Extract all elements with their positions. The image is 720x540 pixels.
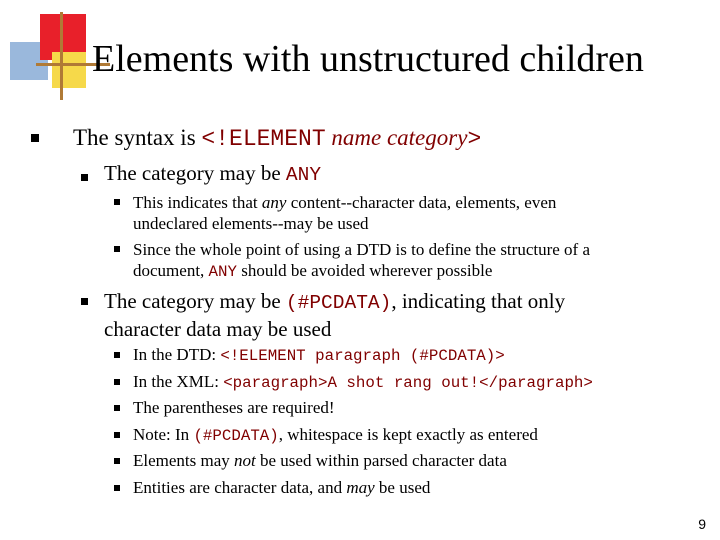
page-number: 9 xyxy=(698,516,706,532)
dtd-example: In the DTD: <!ELEMENT paragraph (#PCDATA)> xyxy=(133,345,505,365)
any-description: This indicates that any content--character data, elements, even undeclared elements--may be used xyxy=(133,193,557,233)
slide-title: Elements with unstructured children xyxy=(92,38,644,80)
logo-yellow-square xyxy=(52,52,86,88)
category-any-line: The category may be ANY xyxy=(104,161,322,186)
bullet-square xyxy=(114,485,120,491)
logo-vertical-line xyxy=(60,12,63,100)
bullet-square xyxy=(81,298,88,305)
bullet-square xyxy=(114,458,120,464)
xml-example: In the XML: <paragraph>A shot rang out!</paragraph> xyxy=(133,372,593,392)
whitespace-note: Note: In (#PCDATA), whitespace is kept exactly as entered xyxy=(133,425,538,445)
bullet-square xyxy=(31,134,39,142)
category-pcdata-line: The category may be (#PCDATA), indicating that only character data may be used xyxy=(104,289,566,341)
entities-note: Entities are character data, and may be used xyxy=(133,478,431,497)
bullet-square xyxy=(114,246,120,252)
bullet-square xyxy=(114,405,120,411)
any-avoid-note: Since the whole point of using a DTD is to define the structure of a document, ANY should be avoided wherever possible xyxy=(133,240,590,281)
bullet-square xyxy=(114,199,120,205)
bullet-square xyxy=(81,174,88,181)
elements-note: Elements may not be used within parsed character data xyxy=(133,451,507,470)
parentheses-note: The parentheses are required! xyxy=(133,398,335,417)
bullet-square xyxy=(114,379,120,385)
bullet-square xyxy=(114,432,120,438)
bullet-square xyxy=(114,352,120,358)
syntax-line: The syntax is <!ELEMENT name category> xyxy=(73,125,482,152)
